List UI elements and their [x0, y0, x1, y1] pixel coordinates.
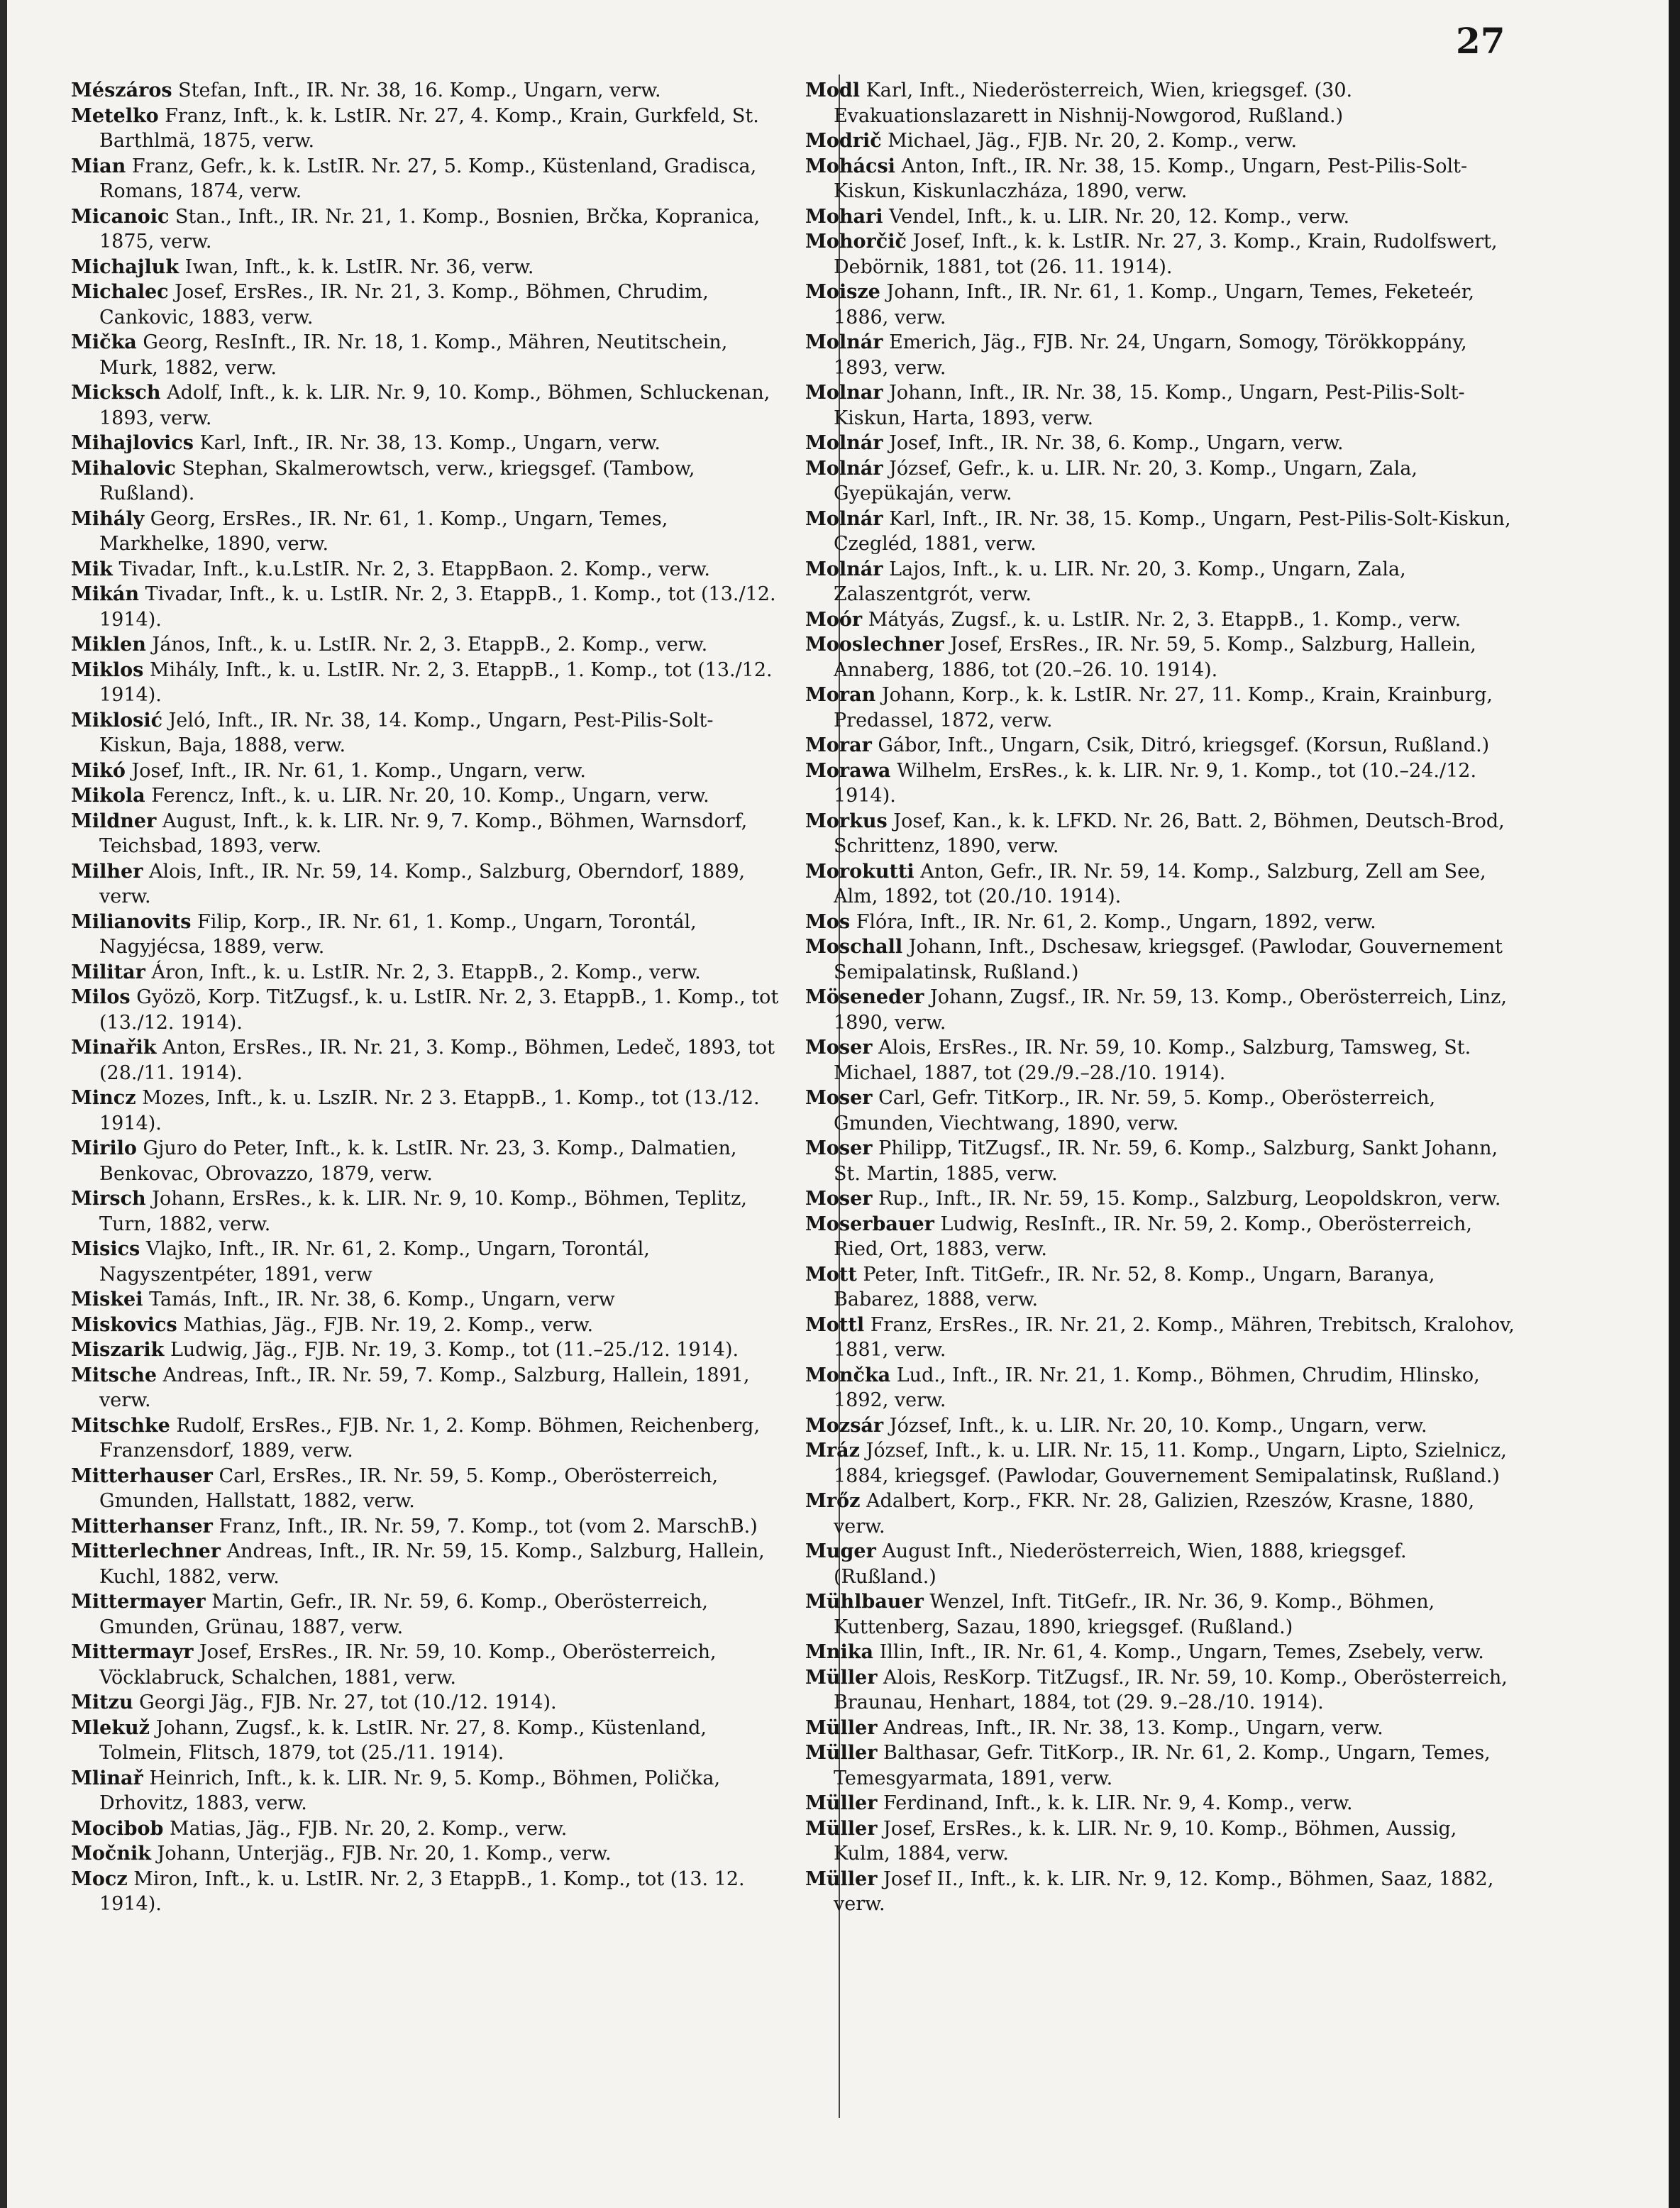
- entry-details: Johann, Inft., IR. Nr. 38, 15. Komp., Ungarn, Pest-Pilis-Solt-Kiskun, Harta, 1893, verw.: [834, 382, 1465, 429]
- entry-details: Illin, Inft., IR. Nr. 61, 4. Komp., Ungarn, Temes, Zsebely, verw.: [873, 1641, 1484, 1663]
- entry-details: Wenzel, Inft. TitGefr., IR. Nr. 36, 9. Komp., Böhmen, Kuttenberg, Sazau, 1890, kriegsgef. (Rußland.): [834, 1591, 1435, 1638]
- register-entry: [805, 154, 1515, 204]
- register-entry: [805, 1086, 1515, 1136]
- register-entry: [805, 733, 1515, 758]
- scan-left-edge: [0, 0, 7, 2208]
- entry-surname: Mihalovic: [71, 457, 176, 480]
- register-entry: [805, 1212, 1515, 1262]
- entry-surname: Mitterlechner: [71, 1540, 221, 1562]
- entry-surname: Misics: [71, 1238, 140, 1260]
- entry-surname: Mihály: [71, 507, 145, 530]
- entry-details: Ludwig, ResInft., IR. Nr. 59, 2. Komp., Oberösterreich, Ried, Ort, 1883, verw.: [834, 1213, 1472, 1260]
- entry-surname: Molnár: [805, 558, 883, 580]
- entry-surname: Mirsch: [71, 1188, 146, 1210]
- register-entry: [805, 1262, 1515, 1313]
- entry-surname: Miskovics: [71, 1313, 177, 1336]
- entry-details: Iwan, Inft., k. k. LstIR. Nr. 36, verw.: [179, 255, 534, 278]
- register-entry: [71, 632, 780, 658]
- entry-surname: Militar: [71, 961, 145, 983]
- entry-surname: Mozsár: [805, 1414, 884, 1437]
- entry-details: Johann, Zugsf., IR. Nr. 59, 13. Komp., Oberösterreich, Linz, 1890, verw.: [834, 986, 1507, 1034]
- register-entry: [805, 632, 1515, 683]
- entry-surname: Minařik: [71, 1037, 157, 1059]
- entry-surname: Mik: [71, 558, 113, 580]
- entry-surname: Müller: [805, 1792, 878, 1814]
- entry-details: Anton, Inft., IR. Nr. 38, 15. Komp., Ungarn, Pest-Pilis-Solt-Kiskun, Kiskunlaczháza, 1890, verw.: [834, 155, 1468, 202]
- entry-details: Peter, Inft. TitGefr., IR. Nr. 52, 8. Komp., Ungarn, Baranya, Babarez, 1888, verw.: [834, 1263, 1435, 1310]
- page-number: 27: [1456, 20, 1505, 62]
- entry-details: Rudolf, ErsRes., FJB. Nr. 1, 2. Komp. Böhmen, Reichenberg, Franzensdorf, 1889, verw.: [99, 1414, 761, 1462]
- entry-surname: Mühlbauer: [805, 1591, 924, 1613]
- entry-details: Josef, ErsRes., IR. Nr. 59, 10. Komp., Oberösterreich, Vöcklabruck, Schalchen, 1881, verw.: [99, 1641, 717, 1689]
- register-entry: [805, 1740, 1515, 1791]
- register-entry: [805, 809, 1515, 859]
- entry-details: Johann, Zugsf., k. k. LstIR. Nr. 27, 8. Komp., Küstenland, Tolmein, Flitsch, 1879, tot (25./11. 1914).: [99, 1716, 707, 1764]
- entry-surname: Micksch: [71, 382, 161, 404]
- entry-surname: Moser: [805, 1087, 873, 1109]
- entry-surname: Mnika: [805, 1641, 873, 1663]
- entry-surname: Müller: [805, 1666, 878, 1689]
- entry-surname: Molnár: [805, 457, 883, 480]
- entry-surname: Milher: [71, 860, 143, 883]
- register-entry: [71, 1035, 780, 1086]
- entry-surname: Mohorčič: [805, 231, 907, 253]
- register-entry: [805, 229, 1515, 280]
- register-entry: [805, 1489, 1515, 1539]
- entry-details: Franz, Gefr., k. k. LstIR. Nr. 27, 5. Komp., Küstenland, Gradisca, Romans, 1874, verw.: [99, 155, 757, 202]
- entry-details: János, Inft., k. u. LstIR. Nr. 2, 3. EtappB., 2. Komp., verw.: [145, 634, 708, 656]
- entry-surname: Muger: [805, 1540, 876, 1562]
- entry-surname: Müller: [805, 1817, 878, 1840]
- register-entry: [805, 683, 1515, 733]
- register-entry: [805, 910, 1515, 935]
- register-entry: [805, 1136, 1515, 1186]
- entry-surname: Micanoic: [71, 205, 170, 228]
- register-entry: [805, 380, 1515, 431]
- entry-details: Áron, Inft., k. u. LstIR. Nr. 2, 3. EtappB., 2. Komp., verw.: [145, 961, 701, 983]
- entry-details: Matias, Jäg., FJB. Nr. 20, 2. Komp., verw.: [163, 1817, 568, 1840]
- register-entry: [805, 1867, 1515, 1917]
- entry-details: Vendel, Inft., k. u. LIR. Nr. 20, 12. Komp., verw.: [883, 205, 1350, 228]
- register-entry: [805, 1539, 1515, 1589]
- entry-surname: Mohácsi: [805, 155, 895, 177]
- entry-details: Lajos, Inft., k. u. LIR. Nr. 20, 3. Komp., Ungarn, Zala, Zalaszentgrót, verw.: [834, 558, 1406, 605]
- register-entry: [805, 758, 1515, 809]
- register-entry: [71, 557, 780, 583]
- entry-surname: Morawa: [805, 759, 891, 782]
- entry-details: Wilhelm, ErsRes., k. k. LIR. Nr. 9, 1. Komp., tot (10.–24./12. 1914).: [834, 759, 1477, 807]
- entry-details: Mátyás, Zugsf., k. u. LstIR. Nr. 2, 3. EtappB., 1. Komp., verw.: [862, 608, 1461, 631]
- register-entry: [805, 557, 1515, 607]
- entry-details: August, Inft., k. k. LIR. Nr. 9, 7. Komp., Böhmen, Warnsdorf, Teichsbad, 1893, verw.: [99, 810, 748, 857]
- entry-surname: Moser: [805, 1137, 873, 1159]
- register-entry: [71, 456, 780, 507]
- entry-surname: Mikán: [71, 583, 139, 605]
- entry-surname: Mohari: [805, 205, 883, 228]
- register-entry: [71, 204, 780, 255]
- register-entry: [71, 1237, 780, 1287]
- entry-surname: Mlekuž: [71, 1716, 150, 1739]
- register-entry: [805, 1816, 1515, 1867]
- entry-details: Franz, Inft., k. k. LstIR. Nr. 27, 4. Komp., Krain, Gurkfeld, St. Barthlmä, 1875, verw.: [99, 104, 759, 152]
- register-entry: [805, 1413, 1515, 1439]
- entry-details: Mathias, Jäg., FJB. Nr. 19, 2. Komp., verw.: [177, 1313, 594, 1336]
- entry-details: Stefan, Inft., IR. Nr. 38, 16. Komp., Ungarn, verw.: [172, 79, 661, 101]
- entry-details: Karl, Inft., Niederösterreich, Wien, kriegsgef. (30. Evakuationslazarett in Nishnij-Nowgorod, Rußland.): [834, 79, 1353, 127]
- entry-details: Andreas, Inft., IR. Nr. 38, 13. Komp., Ungarn, verw.: [877, 1716, 1383, 1739]
- left-column: [71, 78, 780, 1917]
- register-entry: [71, 280, 780, 330]
- entry-details: Adalbert, Korp., FKR. Nr. 28, Galizien, Rzeszów, Krasne, 1880, verw.: [834, 1490, 1475, 1538]
- entry-details: Rup., Inft., IR. Nr. 59, 15. Komp., Salzburg, Leopoldskron, verw.: [872, 1188, 1501, 1210]
- register-entry: [71, 658, 780, 708]
- entry-details: Alois, ErsRes., IR. Nr. 59, 10. Komp., Salzburg, Tamsweg, St. Michael, 1887, tot (29./9.–28./10. 1914).: [834, 1037, 1471, 1084]
- register-entry: [71, 104, 780, 154]
- entry-details: Adolf, Inft., k. k. LIR. Nr. 9, 10. Komp., Böhmen, Schluckenan, 1893, verw.: [99, 382, 770, 429]
- entry-details: Andreas, Inft., IR. Nr. 59, 15. Komp., Salzburg, Hallein, Kuchl, 1882, verw.: [99, 1540, 765, 1588]
- entry-details: Gjuro do Peter, Inft., k. k. LstIR. Nr. 23, 3. Komp., Dalmatien, Benkovac, Obrovazzo, 1879, verw.: [99, 1137, 737, 1185]
- entry-surname: Miklosić: [71, 709, 163, 732]
- entry-details: Karl, Inft., IR. Nr. 38, 15. Komp., Ungarn, Pest-Pilis-Solt-Kiskun, Czegléd, 1881, verw.: [834, 507, 1511, 555]
- entry-surname: Milianovits: [71, 910, 192, 933]
- entry-details: Miron, Inft., k. u. LstIR. Nr. 2, 3 EtappB., 1. Komp., tot (13. 12. 1914).: [99, 1867, 745, 1915]
- entry-surname: Mihajlovics: [71, 432, 194, 454]
- entry-surname: Milos: [71, 986, 131, 1008]
- entry-surname: Mrőz: [805, 1490, 861, 1512]
- entry-details: Filip, Korp., IR. Nr. 61, 1. Komp., Ungarn, Torontál, Nagyjécsa, 1889, verw.: [99, 910, 697, 958]
- entry-details: Martin, Gefr., IR. Nr. 59, 6. Komp., Oberösterreich, Gmunden, Grünau, 1887, verw.: [99, 1591, 709, 1638]
- register-entry: [71, 1514, 780, 1540]
- entry-details: Carl, ErsRes., IR. Nr. 59, 5. Komp., Oberösterreich, Gmunden, Hallstatt, 1882, verw.: [99, 1464, 719, 1512]
- register-entry: [805, 934, 1515, 985]
- register-entry: [71, 985, 780, 1035]
- entry-surname: Moór: [805, 608, 863, 631]
- entry-details: Balthasar, Gefr. TitKorp., IR. Nr. 61, 2. Komp., Ungarn, Temes, Temesgyarmata, 1891, verw.: [834, 1742, 1491, 1789]
- entry-surname: Müller: [805, 1742, 878, 1764]
- entry-details: Tivadar, Inft., k.u.LstIR. Nr. 2, 3. EtappBaon. 2. Komp., verw.: [112, 558, 710, 580]
- entry-details: Johann, ErsRes., k. k. LIR. Nr. 9, 10. Komp., Böhmen, Teplitz, Turn, 1882, verw.: [99, 1188, 747, 1235]
- register-entry: [805, 1186, 1515, 1212]
- entry-details: Alois, ResKorp. TitZugsf., IR. Nr. 59, 10. Komp., Oberösterreich, Braunau, Henhart, 1884, tot (29. 9.–28./10. 1914).: [834, 1666, 1508, 1713]
- entry-details: Alois, Inft., IR. Nr. 59, 14. Komp., Salzburg, Oberndorf, 1889, verw.: [99, 860, 746, 907]
- entry-surname: Molnár: [805, 331, 883, 353]
- entry-details: Tivadar, Inft., k. u. LstIR. Nr. 2, 3. EtappB., 1. Komp., tot (13./12. 1914).: [99, 583, 776, 631]
- register-entry: [805, 456, 1515, 507]
- entry-surname: Mészáros: [71, 79, 172, 101]
- entry-details: Andreas, Inft., IR. Nr. 59, 7. Komp., Salzburg, Hallein, 1891, verw.: [99, 1364, 750, 1411]
- register-entry: [71, 1589, 780, 1640]
- register-entry: [71, 1086, 780, 1136]
- register-entry: [71, 1640, 780, 1690]
- register-entry: [71, 758, 780, 784]
- register-entry: [805, 1640, 1515, 1665]
- register-entry: [71, 1766, 780, 1816]
- register-entry: [805, 859, 1515, 910]
- entry-surname: Michajluk: [71, 255, 179, 278]
- entry-details: Josef, Kan., k. k. LFKD. Nr. 26, Batt. 2, Böhmen, Deutsch-Brod, Schrittenz, 1890, verw.: [834, 810, 1505, 857]
- entry-details: Johann, Unterjäg., FJB. Nr. 20, 1. Komp., verw.: [150, 1843, 612, 1865]
- entry-surname: Mian: [71, 155, 126, 177]
- register-entry: [71, 1337, 780, 1363]
- entry-surname: Morokutti: [805, 860, 914, 883]
- entry-details: Georg, ResInft., IR. Nr. 18, 1. Komp., Mähren, Neutitschein, Murk, 1882, verw.: [99, 331, 728, 379]
- entry-surname: Mottl: [805, 1313, 865, 1336]
- register-entry: [805, 1438, 1515, 1489]
- entry-surname: Morar: [805, 734, 872, 756]
- register-entry: [71, 1464, 780, 1514]
- register-entry: [71, 431, 780, 456]
- entry-surname: Müller: [805, 1867, 878, 1890]
- entry-surname: Mitzu: [71, 1691, 133, 1713]
- register-entry: [71, 1287, 780, 1313]
- entry-details: Mihály, Inft., k. u. LstIR. Nr. 2, 3. EtappB., 1. Komp., tot (13./12. 1914).: [99, 658, 773, 706]
- register-entry: [805, 280, 1515, 330]
- entry-surname: Moisze: [805, 281, 880, 303]
- entry-surname: Metelko: [71, 104, 159, 127]
- entry-surname: Mincz: [71, 1087, 136, 1109]
- entry-surname: Močnik: [71, 1843, 151, 1865]
- register-entry: [805, 330, 1515, 380]
- entry-surname: Molnár: [805, 432, 883, 454]
- entry-details: József, Gefr., k. u. LIR. Nr. 20, 3. Komp., Ungarn, Zala, Gyepükaján, verw.: [834, 457, 1418, 504]
- entry-surname: Mlinař: [71, 1767, 143, 1789]
- register-entry: [805, 507, 1515, 557]
- register-entry: [71, 507, 780, 557]
- entry-surname: Molnar: [805, 382, 883, 404]
- entry-surname: Mos: [805, 910, 851, 933]
- entry-surname: Mittermayer: [71, 1591, 206, 1613]
- register-entry: [71, 910, 780, 960]
- entry-details: Anton, Gefr., IR. Nr. 59, 14. Komp., Salzburg, Zell am See, Alm, 1892, tot (20./10. 1914).: [834, 860, 1486, 907]
- entry-surname: Mitsche: [71, 1364, 158, 1386]
- entry-surname: Modl: [805, 79, 861, 101]
- entry-surname: Mirilo: [71, 1137, 137, 1159]
- register-entry: [805, 985, 1515, 1035]
- entry-surname: Moran: [805, 684, 876, 706]
- entry-details: Josef, Inft., IR. Nr. 38, 6. Komp., Ungarn, verw.: [883, 432, 1344, 454]
- entry-details: Carl, Gefr. TitKorp., IR. Nr. 59, 5. Komp., Oberösterreich, Gmunden, Viechtwang, 1890, verw.: [834, 1087, 1436, 1135]
- entry-surname: Mončka: [805, 1364, 891, 1386]
- entry-surname: Miklen: [71, 634, 146, 656]
- entry-details: Anton, ErsRes., IR. Nr. 21, 3. Komp., Böhmen, Ledeč, 1893, tot (28./11. 1914).: [99, 1037, 775, 1084]
- entry-surname: Möseneder: [805, 986, 924, 1008]
- register-entry: [805, 607, 1515, 633]
- entry-details: Georgi Jäg., FJB. Nr. 27, tot (10./12. 1914).: [133, 1691, 557, 1713]
- entry-surname: Moserbauer: [805, 1213, 934, 1235]
- entry-surname: Mooslechner: [805, 634, 944, 656]
- register-entry: [71, 1539, 780, 1589]
- entry-details: Ferencz, Inft., k. u. LIR. Nr. 20, 10. Komp., Ungarn, verw.: [145, 785, 709, 807]
- entry-surname: Modrič: [805, 130, 882, 152]
- register-entry: [71, 1841, 780, 1867]
- register-entry: [805, 1313, 1515, 1363]
- register-entry: [71, 582, 780, 632]
- entry-surname: Moschall: [805, 936, 903, 958]
- register-entry: [71, 1816, 780, 1842]
- entry-surname: Mott: [805, 1263, 857, 1286]
- entry-surname: Molnár: [805, 507, 883, 530]
- entry-surname: Mráz: [805, 1440, 860, 1462]
- entry-details: Lud., Inft., IR. Nr. 21, 1. Komp., Böhmen, Chrudim, Hlinsko, 1892, verw.: [834, 1364, 1480, 1411]
- entry-details: Philipp, TitZugsf., IR. Nr. 59, 6. Komp., Salzburg, Sankt Johann, St. Martin, 1885, verw.: [834, 1137, 1498, 1185]
- register-entry: [71, 783, 780, 809]
- entry-details: Stephan, Skalmerowtsch, verw., kriegsgef. (Tambow, Rußland).: [99, 457, 695, 504]
- register-entry: [805, 1589, 1515, 1640]
- register-entry: [805, 1363, 1515, 1413]
- entry-details: Johann, Korp., k. k. LstIR. Nr. 27, 11. Komp., Krain, Krainburg, Predassel, 1872, verw.: [834, 684, 1493, 732]
- register-entry: [805, 1665, 1515, 1716]
- entry-details: Stan., Inft., IR. Nr. 21, 1. Komp., Bosnien, Brčka, Kopranica, 1875, verw.: [99, 205, 761, 253]
- entry-details: Vlajko, Inft., IR. Nr. 61, 2. Komp., Ungarn, Torontál, Nagyszentpéter, 1891, verw: [99, 1238, 650, 1286]
- entry-details: József, Inft., k. u. LIR. Nr. 20, 10. Komp., Ungarn, verw.: [883, 1414, 1427, 1437]
- entry-details: Gábor, Inft., Ungarn, Csik, Ditró, kriegsgef. (Korsun, Rußland.): [871, 734, 1490, 756]
- register-entry: [71, 1867, 780, 1917]
- register-entry: [71, 78, 780, 104]
- register-entry: [805, 128, 1515, 154]
- entry-surname: Moser: [805, 1037, 873, 1059]
- entry-details: Heinrich, Inft., k. k. LIR. Nr. 9, 5. Komp., Böhmen, Polička, Drhovitz, 1883, verw.: [99, 1767, 721, 1814]
- entry-details: Flóra, Inft., IR. Nr. 61, 2. Komp., Ungarn, 1892, verw.: [850, 910, 1376, 933]
- entry-surname: Müller: [805, 1716, 878, 1739]
- entry-details: Josef, Inft., k. k. LstIR. Nr. 27, 3. Komp., Krain, Rudolfswert, Debörnik, 1881, tot (26. 11. 1914).: [834, 231, 1498, 278]
- register-entry: [805, 1716, 1515, 1741]
- register-entry: [71, 255, 780, 280]
- register-entry: [71, 1313, 780, 1338]
- entry-details: József, Inft., k. u. LIR. Nr. 15, 11. Komp., Ungarn, Lipto, Szielnicz, 1884, kriegsgef. (Pawlodar, Gouvernement Semipalatinsk, Rußland.): [834, 1440, 1507, 1487]
- entry-details: Josef, ErsRes., IR. Nr. 21, 3. Komp., Böhmen, Chrudim, Cankovic, 1883, verw.: [99, 281, 709, 329]
- register-entry: [71, 1186, 780, 1237]
- register-entry: [71, 1716, 780, 1766]
- entry-details: Franz, Inft., IR. Nr. 59, 7. Komp., tot (vom 2. MarschB.): [212, 1515, 758, 1538]
- register-entry: [71, 859, 780, 910]
- entry-details: Josef II., Inft., k. k. LIR. Nr. 9, 12. Komp., Böhmen, Saaz, 1882, verw.: [834, 1867, 1494, 1915]
- right-column: [805, 78, 1515, 1917]
- entry-surname: Mildner: [71, 810, 157, 832]
- register-entry: [71, 1363, 780, 1413]
- register-entry: [805, 431, 1515, 456]
- entry-details: Josef, ErsRes., IR. Nr. 59, 5. Komp., Salzburg, Hallein, Annaberg, 1886, tot (20.–26. 10. 1914).: [834, 634, 1476, 681]
- register-entry: [805, 1791, 1515, 1816]
- entry-details: Emerich, Jäg., FJB. Nr. 24, Ungarn, Somogy, Törökkoppány, 1893, verw.: [834, 331, 1467, 379]
- entry-surname: Mittermayr: [71, 1641, 194, 1663]
- entry-details: Josef, Inft., IR. Nr. 61, 1. Komp., Ungarn, verw.: [125, 759, 586, 782]
- register-entry: [71, 1413, 780, 1464]
- register-entry: [71, 708, 780, 758]
- entry-details: Georg, ErsRes., IR. Nr. 61, 1. Komp., Ungarn, Temes, Markhelke, 1890, verw.: [99, 507, 668, 555]
- entry-details: Ferdinand, Inft., k. k. LIR. Nr. 9, 4. Komp., verw.: [877, 1792, 1353, 1814]
- entry-surname: Mitterhauser: [71, 1464, 213, 1487]
- entry-details: Ludwig, Jäg., FJB. Nr. 19, 3. Komp., tot (11.–25./12. 1914).: [164, 1339, 739, 1361]
- register-entry: [71, 960, 780, 986]
- entry-surname: Mikó: [71, 759, 126, 782]
- entry-details: August Inft., Niederösterreich, Wien, 1888, kriegsgef. (Rußland.): [834, 1540, 1407, 1588]
- register-entry: [71, 809, 780, 859]
- register-entry: [71, 1136, 780, 1186]
- entry-details: Karl, Inft., IR. Nr. 38, 13. Komp., Ungarn, verw.: [193, 432, 661, 454]
- register-entry: [805, 204, 1515, 230]
- entry-surname: Miskei: [71, 1288, 143, 1310]
- entry-details: Mozes, Inft., k. u. LszIR. Nr. 2 3. EtappB., 1. Komp., tot (13./12. 1914).: [99, 1087, 760, 1135]
- scan-right-edge: [1669, 0, 1680, 2208]
- register-entry: [805, 1035, 1515, 1086]
- entry-details: Gyözö, Korp. TitZugsf., k. u. LstIR. Nr. 2, 3. EtappB., 1. Komp., tot (13./12. 1914).: [99, 986, 779, 1034]
- entry-details: Johann, Inft., Dschesaw, kriegsgef. (Pawlodar, Gouvernement Semipalatinsk, Rußland.): [834, 936, 1503, 983]
- register-entry: [71, 1690, 780, 1716]
- register-entry: [71, 154, 780, 204]
- register-entry: [71, 380, 780, 431]
- entry-surname: Mikola: [71, 785, 145, 807]
- entry-details: Josef, ErsRes., k. k. LIR. Nr. 9, 10. Komp., Böhmen, Aussig, Kulm, 1884, verw.: [834, 1817, 1457, 1865]
- entry-details: Tamás, Inft., IR. Nr. 38, 6. Komp., Ungarn, verw: [143, 1288, 615, 1310]
- entry-details: Jeló, Inft., IR. Nr. 38, 14. Komp., Ungarn, Pest-Pilis-Solt-Kiskun, Baja, 1888, verw.: [99, 709, 714, 756]
- entry-surname: Miszarik: [71, 1339, 165, 1361]
- entry-details: Johann, Inft., IR. Nr. 61, 1. Komp., Ungarn, Temes, Feketeér, 1886, verw.: [834, 281, 1475, 329]
- register-entry: [71, 330, 780, 380]
- entry-details: Michael, Jäg., FJB. Nr. 20, 2. Komp., verw.: [881, 130, 1298, 152]
- entry-details: Franz, ErsRes., IR. Nr. 21, 2. Komp., Mähren, Trebitsch, Kralohov, 1881, verw.: [834, 1313, 1515, 1361]
- entry-surname: Moser: [805, 1188, 873, 1210]
- register-entry: [805, 78, 1515, 128]
- entry-surname: Mitschke: [71, 1414, 170, 1437]
- entry-surname: Mitterhanser: [71, 1515, 213, 1538]
- entry-surname: Morkus: [805, 810, 888, 832]
- entry-surname: Mocibob: [71, 1817, 164, 1840]
- entry-surname: Michalec: [71, 281, 169, 303]
- entry-surname: Mička: [71, 331, 137, 353]
- entry-surname: Miklos: [71, 658, 144, 681]
- entry-surname: Mocz: [71, 1867, 128, 1890]
